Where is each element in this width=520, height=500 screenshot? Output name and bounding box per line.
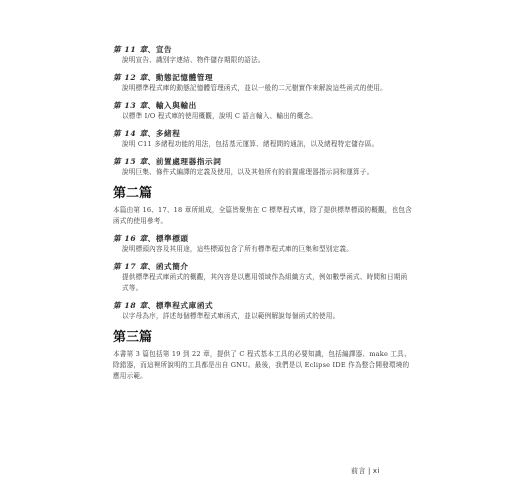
chapter-heading — [113, 261, 413, 272]
chapter-heading — [113, 44, 413, 55]
chapter-title: 、前置處理器指示詞 — [147, 157, 222, 166]
chapter-entry — [113, 128, 413, 150]
part2-intro: 本篇由第 16、17、18 章所組成，全篇皆聚焦在 C 標準程式庫，除了提供標準標頭的概觀，也包含函式的使用參考。 — [113, 206, 412, 225]
chapter-title: 、標準標頭 — [147, 234, 189, 243]
part2-section — [113, 186, 413, 322]
part2-title: 第二篇 — [113, 186, 153, 201]
chapter-number: 第 14 章 — [113, 129, 148, 138]
chapter-number: 第 16 章 — [113, 234, 148, 243]
chapter-heading — [113, 100, 413, 111]
page-footer — [351, 466, 380, 476]
chapter-heading — [113, 233, 413, 244]
chapter-entry — [113, 44, 413, 66]
part3-title: 第三篇 — [113, 330, 153, 345]
chapter-number: 第 11 章 — [113, 45, 148, 54]
chapter-entry — [113, 72, 413, 94]
chapter-number: 第 18 章 — [113, 301, 148, 310]
chapter-entry — [113, 261, 413, 294]
chapter-description: 提供標準程式庫函式的概觀，其內容是以應用領域作為組織方式，例如數學函式、時間和日期函式等。 — [122, 273, 408, 292]
part1-chapter-list — [113, 44, 413, 178]
chapter-number: 第 12 章 — [113, 73, 148, 82]
part3-intro: 本書第 3 篇包括第 19 到 22 章，提供了 C 程式基本工具的必要知識，包括編譯器、make 工具、除錯器，而這裡所說明的工具都是出自 GNU。最後，我們是以 Eclipse IDE 作為整合開發環境的應用示範。 — [113, 350, 411, 380]
chapter-description: 說明巨集、條件式編譯的定義及使用，以及其他所有的前置處理器指示詞和運算子。 — [122, 168, 374, 176]
chapter-title: 、函式簡介 — [147, 262, 189, 271]
chapter-heading — [113, 72, 413, 83]
chapter-entry — [113, 300, 413, 322]
chapter-title: 、多緒程 — [147, 129, 181, 138]
chapter-description: 說明 C11 多緒程功能的用法，包括基元運算、緒程間的通訊，以及緒程特定儲存區。 — [122, 140, 379, 148]
chapter-number: 第 15 章 — [113, 157, 148, 166]
footer-label: 前言 — [351, 467, 366, 475]
part2-chapter-list — [113, 233, 413, 322]
chapter-description: 說明標頭內容及其用途，這些標頭包含了所有標準程式庫的巨集和型別定義。 — [122, 245, 353, 253]
chapter-title: 、動態記憶體管理 — [147, 73, 214, 82]
chapter-description: 以標準 I/O 程式庫的使用概觀，說明 C 語言輸入、輸出的概念。 — [122, 112, 318, 120]
chapter-description: 說明宣告、識別字連結、物件儲存期限的語法。 — [122, 56, 265, 64]
chapter-title: 、宣告 — [147, 45, 173, 54]
chapter-description: 說明標準程式庫的動態記憶體管理函式，並以一般的二元樹實作來解說這些函式的使用。 — [122, 84, 387, 92]
part3-section — [113, 330, 413, 382]
chapter-title: 、輸入與輸出 — [147, 101, 197, 110]
chapter-entry — [113, 100, 413, 122]
page-content — [113, 44, 413, 388]
footer-separator: | — [368, 467, 371, 475]
chapter-heading — [113, 300, 413, 311]
chapter-number: 第 13 章 — [113, 101, 148, 110]
chapter-description: 以字母為序，詳述每個標準程式庫函式，並以範例解說每個函式的使用。 — [122, 312, 340, 320]
chapter-entry — [113, 156, 413, 178]
page-number: xi — [372, 467, 380, 475]
chapter-title: 、標準程式庫函式 — [147, 301, 214, 310]
chapter-entry — [113, 233, 413, 255]
chapter-heading — [113, 128, 413, 139]
chapter-number: 第 17 章 — [113, 262, 148, 271]
chapter-heading — [113, 156, 413, 167]
